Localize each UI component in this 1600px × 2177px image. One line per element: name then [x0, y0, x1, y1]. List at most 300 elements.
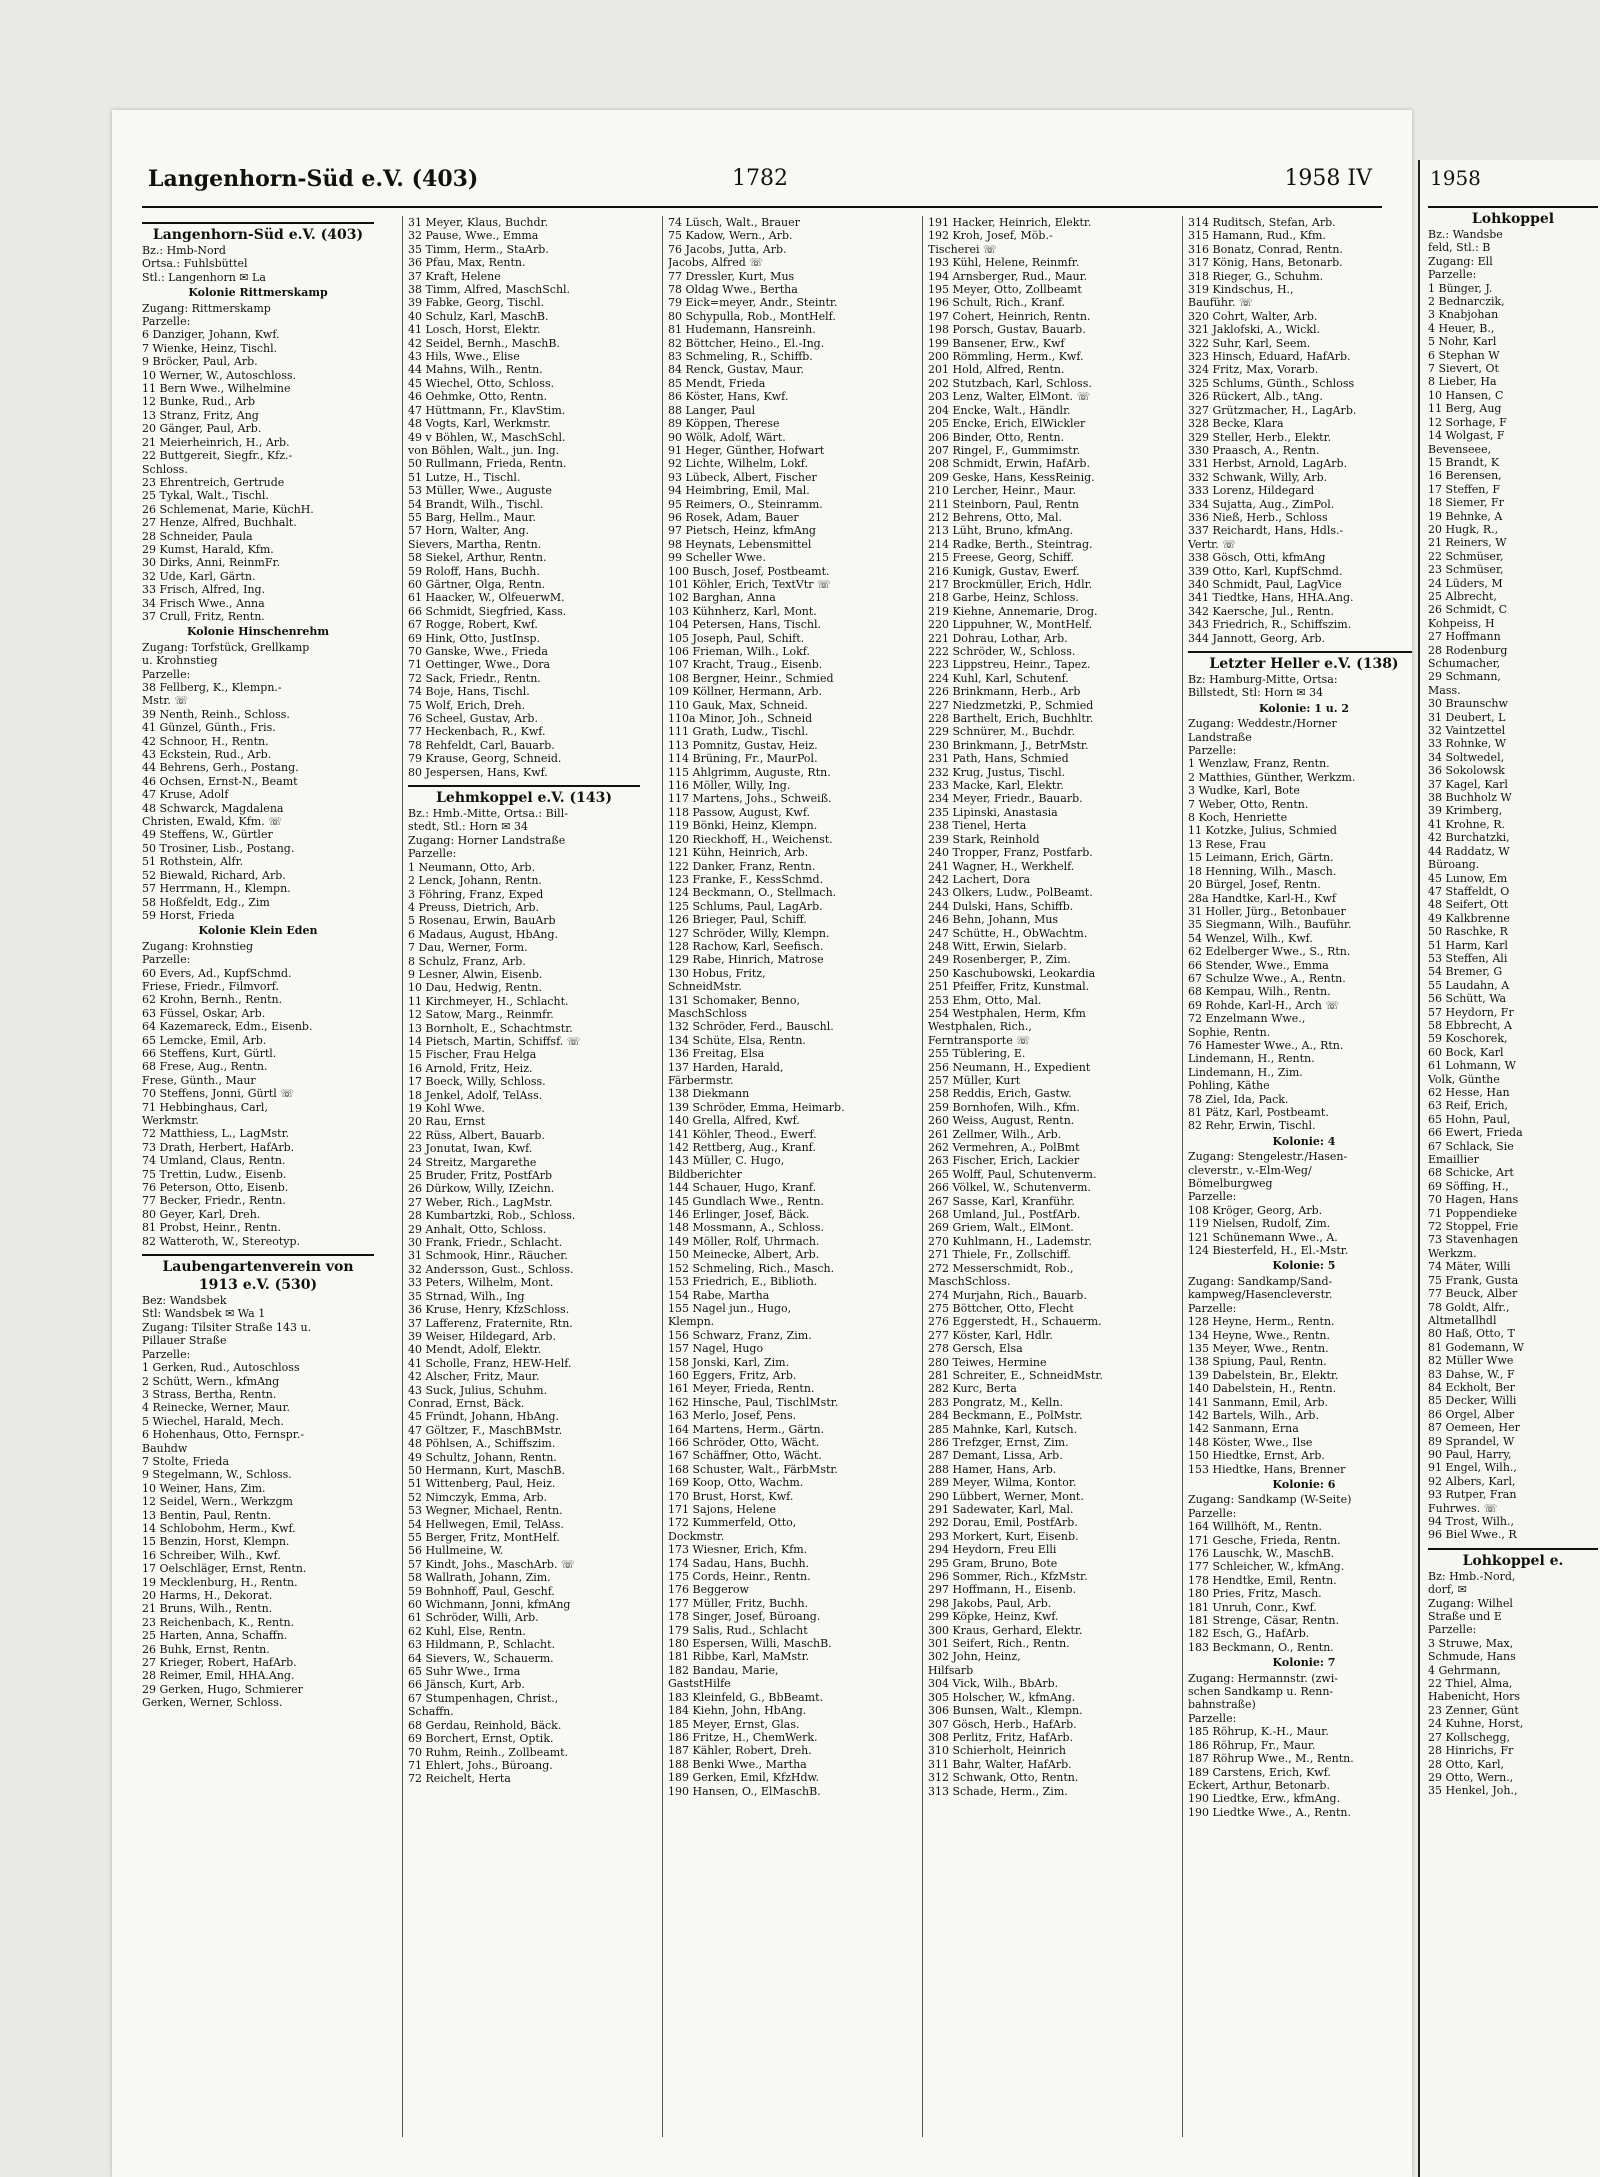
directory-entry: 45 Lunow, Em	[1428, 871, 1508, 885]
directory-entry: 222 Schröder, W., Schloss.	[928, 645, 1076, 658]
directory-entry: 59 Bohnhoff, Paul, Geschf.	[408, 1584, 555, 1598]
colony-heading: Kolonie: 5	[1272, 1259, 1336, 1273]
directory-entry: 1 Bünger, J.	[1428, 281, 1493, 295]
directory-entry: 75 Wolf, Erich, Dreh.	[408, 698, 526, 712]
directory-entry: 135 Meyer, Wwe., Rentn.	[1188, 1341, 1329, 1355]
directory-entry: 40 Mendt, Adolf, Elektr.	[408, 1343, 542, 1357]
directory-entry: 53 Steffen, Ali	[1428, 951, 1508, 965]
directory-entry: 134 Schüte, Elsa, Rentn.	[668, 1033, 806, 1047]
directory-entry: 187 Röhrup Wwe., M., Rentn.	[1188, 1752, 1354, 1766]
directory-entry: Zugang: Ell	[1428, 254, 1493, 268]
directory-entry: dorf, ✉	[1428, 1583, 1467, 1597]
directory-entry: 74 Umland, Claus, Rentn.	[142, 1154, 286, 1168]
directory-entry: 70 Ganske, Wwe., Frieda	[408, 645, 548, 658]
directory-entry: 10 Dau, Hedwig, Rentn.	[408, 981, 542, 995]
directory-entry: 142 Sanmann, Erna	[1188, 1422, 1299, 1436]
directory-entry: Zugang: Krohnstieg	[142, 939, 254, 953]
directory-entry: 302 John, Heinz,	[928, 1650, 1021, 1664]
directory-entry: 24 Streitz, Margarethe	[408, 1155, 537, 1169]
directory-entry: 87 Oemeen, Her	[1428, 1421, 1520, 1435]
directory-entry: 190 Liedtke, Erw., kfmAng.	[1188, 1792, 1341, 1806]
directory-entry: 291 Sadewater, Karl, Mal.	[928, 1503, 1074, 1516]
directory-entry: 25 Tykal, Walt., Tischl.	[142, 489, 269, 503]
directory-entry: 86 Köster, Hans, Kwf.	[668, 390, 789, 404]
directory-entry: 48 Seifert, Ott	[1428, 898, 1509, 912]
directory-entry: 251 Pfeiffer, Fritz, Kunstmal.	[928, 980, 1090, 994]
directory-entry: 179 Salis, Rud., Schlacht	[668, 1623, 808, 1637]
directory-entry: 58 Siekel, Arthur, Rentn.	[408, 551, 547, 565]
directory-entry: 30 Dirks, Anni, ReinmFr.	[142, 556, 281, 570]
directory-entry: 75 Kadow, Wern., Arb.	[668, 229, 793, 243]
directory-entry: 28 Rodenburg	[1428, 643, 1508, 657]
directory-entry: 10 Werner, W., Autoschloss.	[142, 368, 297, 382]
directory-entry: 62 Edelberger Wwe., S., Rtn.	[1188, 945, 1351, 959]
directory-entry: 250 Kaschubowski, Leokardia	[928, 966, 1096, 980]
directory-entry: 25 Bruder, Fritz, PostfArb	[408, 1169, 553, 1183]
directory-entry: 3 Föhring, Franz, Exped	[408, 887, 544, 901]
directory-entry: 24 Kuhne, Horst,	[1428, 1717, 1524, 1731]
directory-entry: 77 Dressler, Kurt, Mus	[668, 269, 795, 283]
directory-entry: 170 Brust, Horst, Kwf.	[668, 1489, 794, 1503]
adjacent-page-column	[1428, 200, 1598, 1798]
directory-entry: 73 Stavenhagen	[1428, 1233, 1519, 1247]
directory-entry: 19 Behnke, A	[1428, 509, 1503, 523]
directory-entry: Parzelle:	[1188, 1711, 1237, 1725]
directory-entry: 31 Holler, Jürg., Betonbauer	[1188, 904, 1346, 918]
directory-entry: 109 Köllner, Hermann, Arb.	[668, 685, 822, 699]
directory-entry: 88 Langer, Paul	[668, 403, 756, 417]
directory-entry: 171 Sajons, Helene	[668, 1503, 777, 1516]
directory-entry: 81 Probst, Heinr., Rentn.	[142, 1221, 281, 1235]
directory-entry: 66 Ewert, Frieda	[1428, 1126, 1523, 1140]
directory-entry: 269 Griem, Walt., ElMont.	[928, 1221, 1074, 1235]
directory-entry: 248 Witt, Erwin, Sielarb.	[928, 939, 1067, 953]
directory-entry: 7 Wienke, Heinz, Tischl.	[142, 341, 278, 355]
directory-entry: 10 Weiner, Hans, Zim.	[142, 1481, 266, 1495]
directory-entry: 177 Müller, Fritz, Buchh.	[668, 1596, 809, 1610]
directory-entry: 176 Lauschk, W., MaschB.	[1188, 1547, 1335, 1560]
directory-entry: 26 Buhk, Ernst, Rentn.	[142, 1642, 270, 1656]
directory-entry: 298 Jakobs, Paul, Arb.	[928, 1596, 1052, 1610]
directory-entry: 228 Barthelt, Erich, Buchhltr.	[928, 712, 1094, 726]
directory-entry: 52 Nimczyk, Emma, Arb.	[408, 1490, 548, 1504]
directory-entry: 290 Lübbert, Werner, Mont.	[928, 1489, 1084, 1503]
directory-entry: 51 Rothstein, Alfr.	[142, 855, 244, 869]
directory-entry: 180 Pries, Fritz, Masch.	[1188, 1587, 1322, 1601]
directory-entry: 127 Schröder, Willy, Klempn.	[668, 926, 830, 940]
directory-entry: 320 Cohrt, Walter, Arb.	[1188, 309, 1318, 323]
directory-entry: 76 Scheel, Gustav, Arb.	[408, 712, 538, 726]
directory-entry: 288 Hamer, Hans, Arb.	[928, 1462, 1057, 1476]
directory-entry: Christen, Ewald, Kfm. ☏	[142, 815, 282, 829]
directory-entry: 34 Frisch Wwe., Anna	[142, 596, 265, 610]
directory-entry: 64 Kazemareck, Edm., Eisenb.	[142, 1020, 313, 1034]
directory-entry: 227 Niedzmetzki, P., Schmied	[928, 698, 1094, 712]
directory-entry: Eckert, Arthur, Betonarb.	[1188, 1778, 1330, 1792]
directory-entry: 271 Thiele, Fr., Zollschiff.	[928, 1248, 1071, 1262]
directory-entry: 44 Behrens, Gerh., Postang.	[142, 761, 299, 775]
directory-entry: 13 Rese, Frau	[1188, 837, 1266, 851]
directory-entry: 46 Oehmke, Otto, Rentn.	[408, 390, 548, 404]
directory-entry: 326 Rückert, Alb., tAng.	[1188, 390, 1323, 404]
directory-entry: 110 Gauk, Max, Schneid.	[668, 698, 809, 712]
directory-entry: 186 Fritze, H., ChemWerk.	[668, 1730, 818, 1744]
directory-page	[112, 110, 1412, 2177]
directory-entry: Zugang: Sandkamp (W-Seite)	[1188, 1493, 1352, 1507]
directory-entry: 12 Sorhage, F	[1428, 415, 1507, 429]
directory-entry: 15 Brandt, K	[1428, 455, 1500, 469]
directory-entry: 66 Schmidt, Siegfried, Kass.	[408, 604, 567, 618]
directory-entry: 54 Bremer, G	[1428, 965, 1503, 979]
directory-entry: 321 Jaklofski, A., Wickl.	[1188, 323, 1321, 337]
directory-entry: 107 Kracht, Traug., Eisenb.	[668, 658, 823, 672]
directory-entry: 72 Reichelt, Herta	[408, 1772, 511, 1786]
directory-entry: MaschSchloss	[668, 1006, 747, 1020]
directory-entry: 60 Bock, Karl	[1428, 1045, 1504, 1059]
directory-entry: 43 Hils, Wwe., Elise	[408, 350, 520, 364]
colony-heading: Kolonie Hinschenrehm	[186, 625, 330, 639]
directory-entry: 67 Schulze Wwe., A., Rentn.	[1188, 971, 1346, 985]
directory-entry: 74 Lüsch, Walt., Brauer	[668, 216, 800, 229]
directory-entry: 201 Hold, Alfred, Rentn.	[928, 363, 1065, 377]
directory-entry: 124 Biesterfeld, H., El.-Mstr.	[1188, 1244, 1349, 1258]
directory-entry: 29 Gerken, Hugo, Schmierer	[142, 1682, 303, 1696]
directory-entry: 235 Lipinski, Anastasia	[928, 805, 1058, 819]
directory-entry: 104 Petersen, Hans, Tischl.	[668, 618, 821, 632]
directory-entry: 212 Behrens, Otto, Mal.	[928, 510, 1062, 524]
directory-entry: 13 Bentin, Paul, Rentn.	[142, 1508, 272, 1522]
directory-entry: 29 Otto, Wern.,	[1428, 1770, 1514, 1784]
directory-entry: 108 Kröger, Georg, Arb.	[1188, 1203, 1323, 1217]
directory-entry: Habenicht, Hors	[1428, 1690, 1521, 1704]
directory-entry: 6 Stephan W	[1428, 348, 1500, 362]
directory-entry: 31 Meyer, Klaus, Buchdr.	[408, 216, 549, 229]
directory-entry: 281 Schreiter, E., SchneidMstr.	[928, 1368, 1103, 1382]
directory-entry: 92 Lichte, Wilhelm, Lokf.	[668, 457, 808, 471]
directory-entry: 214 Radke, Berth., Steintrag.	[928, 537, 1093, 551]
directory-entry: 146 Erlinger, Josef, Bäck.	[668, 1208, 810, 1222]
directory-entry: 312 Schwank, Otto, Rentn.	[928, 1771, 1079, 1785]
directory-entry: Jacobs, Alfred ☏	[668, 256, 764, 270]
directory-entry: 120 Rieckhoff, H., Weichenst.	[668, 832, 833, 846]
directory-entry: 28 Otto, Karl,	[1428, 1757, 1505, 1771]
directory-entry: 278 Gersch, Elsa	[928, 1342, 1023, 1356]
directory-entry: 55 Laudahn, A	[1428, 978, 1510, 992]
directory-entry: 342 Kaersche, Jul., Rentn.	[1188, 604, 1334, 618]
directory-entry: 91 Engel, Wilh.,	[1428, 1461, 1517, 1475]
directory-entry: 71 Hebbinghaus, Carl,	[142, 1100, 268, 1114]
directory-entry: 18 Henning, Wilh., Masch.	[1188, 864, 1337, 878]
directory-entry: 300 Kraus, Gerhard, Elektr.	[928, 1623, 1083, 1637]
directory-entry: Altmetallhdl	[1428, 1313, 1497, 1327]
directory-entry: 58 Wallrath, Johann, Zim.	[408, 1571, 551, 1585]
directory-entry: 6 Madaus, August, HbAng.	[408, 927, 559, 941]
directory-entry: 232 Krug, Justus, Tischl.	[928, 765, 1066, 779]
directory-entry: 331 Herbst, Arnold, LagArb.	[1188, 457, 1348, 471]
directory-entry: Ortsa.: Fuhlsbüttel	[142, 257, 248, 271]
directory-entry: 23 Reichenbach, K., Rentn.	[142, 1615, 295, 1629]
directory-entry: 216 Kunigk, Gustav, Ewerf.	[928, 564, 1080, 578]
directory-entry: 7 Stolte, Frieda	[142, 1454, 230, 1468]
directory-entry: 36 Sokolowsk	[1428, 764, 1505, 778]
colony-heading: Kolonie: 7	[1272, 1656, 1336, 1670]
directory-entry: 191 Hacker, Heinrich, Elektr.	[928, 216, 1092, 229]
directory-entry: 90 Wölk, Adolf, Wärt.	[668, 430, 786, 444]
directory-entry: 26 Dürkow, Willy, IZeichn.	[408, 1182, 555, 1196]
directory-entry: 267 Sasse, Karl, Kranführ.	[928, 1194, 1075, 1208]
directory-entry: 304 Vick, Wilh., BbArb.	[928, 1677, 1059, 1691]
directory-entry: 9 Bröcker, Paul, Arb.	[142, 355, 258, 369]
directory-entry: Stl.: Langenhorn ✉ La	[142, 270, 266, 284]
directory-entry: 53 Müller, Wwe., Auguste	[408, 484, 552, 498]
directory-entry: 142 Bartels, Wilh., Arb.	[1188, 1408, 1319, 1422]
directory-entry: 71 Oettinger, Wwe., Dora	[408, 658, 551, 672]
directory-entry: 169 Koop, Otto, Wachm.	[668, 1476, 804, 1490]
directory-entry: Frese, Günth., Maur	[142, 1073, 256, 1087]
directory-entry: Werkmstr.	[142, 1114, 199, 1127]
directory-entry: 258 Reddis, Erich, Gastw.	[928, 1087, 1072, 1101]
directory-entry: 344 Jannott, Georg, Arb.	[1188, 631, 1326, 645]
directory-entry: 13 Bornholt, E., Schachtmstr.	[408, 1021, 573, 1035]
directory-entry: 57 Herrmann, H., Klempn.	[142, 882, 291, 896]
directory-entry: 125 Schlums, Paul, LagArb.	[668, 899, 823, 913]
directory-entry: 27 Hoffmann	[1428, 630, 1501, 644]
directory-entry: 26 Schlemenat, Marie, KüchH.	[142, 502, 314, 516]
directory-entry: 189 Carstens, Erich, Kwf.	[1188, 1765, 1331, 1779]
directory-entry: 15 Benzin, Horst, Klempn.	[142, 1535, 290, 1549]
directory-entry: 81 Pätz, Karl, Postbeamt.	[1188, 1106, 1329, 1119]
directory-entry: 178 Hendtke, Emil, Rentn.	[1188, 1573, 1337, 1587]
directory-entry: 54 Hellwegen, Emil, TelAss.	[408, 1517, 564, 1531]
directory-entry: Parzelle:	[1188, 1190, 1237, 1204]
directory-entry: 223 Lippstreu, Heinr., Tapez.	[928, 658, 1091, 672]
directory-entry: 11 Kirchmeyer, H., Schlacht.	[408, 994, 569, 1008]
directory-entry: 231 Path, Hans, Schmied	[928, 752, 1069, 766]
year-volume: 1958 IV	[1284, 166, 1372, 191]
directory-entry: 1 Wenzlaw, Franz, Rentn.	[1188, 757, 1330, 771]
directory-entry: 6 Hohenhaus, Otto, Fernspr.-	[142, 1428, 305, 1442]
directory-entry: 243 Olkers, Ludw., PolBeamt.	[928, 886, 1093, 900]
directory-entry: Pohling, Käthe	[1188, 1079, 1270, 1093]
directory-entry: Zugang: Sandkamp/Sand-	[1188, 1274, 1333, 1288]
directory-entry: 82 Watteroth, W., Stereotyp.	[142, 1234, 301, 1248]
directory-entry: 17 Steffen, F	[1428, 482, 1500, 496]
directory-entry: 16 Schreiber, Wilh., Kwf.	[142, 1548, 281, 1562]
directory-entry: 86 Orgel, Alber	[1428, 1407, 1515, 1421]
directory-entry: 69 Borchert, Ernst, Optik.	[408, 1732, 554, 1746]
directory-entry: 66 Jänsch, Kurt, Arb.	[408, 1678, 525, 1692]
directory-entry: 10 Hansen, C	[1428, 388, 1504, 402]
directory-entry: stedt, Stl.: Horn ✉ 34	[408, 820, 528, 834]
directory-entry: 31 Schmook, Hinr., Räucher.	[408, 1249, 568, 1263]
directory-entry: 161 Meyer, Frieda, Rentn.	[668, 1382, 815, 1396]
directory-entry: Bildberichter	[668, 1167, 742, 1181]
directory-entry: 21 Bruns, Wilh., Rentn.	[142, 1602, 273, 1616]
directory-entry: 130 Hobus, Fritz,	[668, 966, 766, 980]
directory-entry: 138 Spiung, Paul, Rentn.	[1188, 1355, 1327, 1369]
directory-entry: 207 Ringel, F., Gummimstr.	[928, 443, 1081, 457]
directory-entry: 28 Hinrichs, Fr	[1428, 1744, 1514, 1758]
directory-entry: u. Krohnstieg	[142, 654, 218, 668]
directory-entry: 131 Schomaker, Benno,	[668, 993, 800, 1007]
directory-entry: 190 Hansen, O., ElMaschB.	[668, 1784, 821, 1798]
directory-entry: 45 Wiechel, Otto, Schloss.	[408, 376, 555, 390]
directory-entry: Parzelle:	[142, 1347, 191, 1361]
directory-entry: 184 Kiehn, John, HbAng.	[668, 1704, 807, 1718]
directory-entry: 60 Evers, Ad., KupfSchmd.	[142, 966, 292, 980]
directory-entry: 96 Rosek, Adam, Bauer	[668, 510, 799, 524]
directory-entry: 59 Roloff, Hans, Buchh.	[408, 564, 540, 578]
directory-entry: 20 Gänger, Paul, Arb.	[142, 422, 262, 436]
directory-entry: 53 Wegner, Michael, Rentn.	[408, 1504, 563, 1518]
directory-entry: 198 Porsch, Gustav, Bauarb.	[928, 323, 1086, 337]
directory-entry: Hilfsarb	[928, 1663, 974, 1677]
directory-entry: 177 Schleicher, W., kfmAng.	[1188, 1560, 1345, 1574]
directory-entry: 80 Schypulla, Rob., MontHelf.	[668, 309, 836, 323]
directory-entry: 139 Dabelstein, Br., Elektr.	[1188, 1368, 1339, 1382]
directory-entry: 175 Cords, Heinr., Rentn.	[668, 1570, 811, 1584]
directory-entry: 185 Meyer, Ernst, Glas.	[668, 1717, 800, 1731]
directory-entry: 24 Lüders, M	[1428, 576, 1503, 590]
directory-entry: 42 Schnoor, H., Rentn.	[142, 734, 269, 748]
directory-entry: Bz.: Wandsbe	[1428, 228, 1503, 241]
directory-entry: kampweg/Hasencleverstr.	[1188, 1288, 1333, 1302]
directory-entry: 41 Losch, Horst, Elektr.	[408, 323, 541, 337]
directory-entry: 64 Sievers, W., Schauerm.	[408, 1651, 554, 1665]
directory-entry: 81 Hudemann, Hansreinh.	[668, 323, 816, 337]
directory-entry: 240 Tropper, Franz, Postfarb.	[928, 846, 1093, 860]
directory-entry: 230 Brinkmann, J., BetrMstr.	[928, 738, 1089, 752]
directory-entry: 154 Rabe, Martha	[668, 1288, 770, 1302]
directory-entry: MaschSchloss.	[928, 1275, 1011, 1289]
directory-entry: 1 Neumann, Otto, Arb.	[408, 860, 536, 874]
directory-entry: 59 Horst, Frieda	[142, 908, 235, 922]
directory-entry: 91 Heger, Günther, Hofwart	[668, 443, 825, 457]
directory-entry: 14 Wolgast, F	[1428, 429, 1505, 443]
directory-entry: Schloss.	[142, 462, 188, 476]
directory-entry: 50 Raschke, R	[1428, 925, 1508, 939]
directory-entry: 270 Kuhlmann, H., Lademstr.	[928, 1234, 1092, 1248]
directory-entry: Bz: Hmb.-Nord,	[1428, 1569, 1516, 1583]
directory-entry: 83 Schmeling, R., Schiffb.	[668, 350, 813, 364]
directory-entry: 323 Hinsch, Eduard, HafArb.	[1188, 350, 1351, 364]
directory-entry: 44 Raddatz, W	[1428, 844, 1510, 858]
directory-entry: 65 Suhr Wwe., Irma	[408, 1665, 521, 1679]
directory-entry: 29 Anhalt, Otto, Schloss.	[408, 1222, 547, 1236]
directory-entry: Pillauer Straße	[142, 1334, 227, 1348]
directory-entry: 208 Schmidt, Erwin, HafArb.	[928, 457, 1090, 471]
directory-entry: 200 Römmling, Herm., Kwf.	[928, 350, 1084, 364]
directory-entry: 67 Schlack, Sie	[1428, 1139, 1514, 1153]
column-divider	[402, 216, 403, 2137]
directory-entry: 166 Schröder, Otto, Wächt.	[668, 1435, 820, 1449]
directory-entry: 256 Neumann, H., Expedient	[928, 1060, 1091, 1074]
directory-entry: Zugang: Tilsiter Straße 143 u.	[142, 1320, 312, 1334]
directory-entry: 30 Braunschw	[1428, 697, 1508, 711]
directory-entry: 8 Lieber, Ha	[1428, 375, 1497, 389]
directory-entry: 78 Rehfeldt, Carl, Bauarb.	[408, 738, 555, 752]
directory-entry: 78 Oldag Wwe., Bertha	[668, 283, 798, 297]
directory-entry: 128 Rachow, Karl, Seefisch.	[668, 939, 824, 953]
directory-entry: 164 Martens, Herm., Gärtn.	[668, 1422, 825, 1436]
directory-entry: 43 Suck, Julius, Schuhm.	[408, 1383, 548, 1397]
directory-entry: 244 Dulski, Hans, Schiffb.	[928, 899, 1074, 913]
directory-entry: 72 Sack, Friedr., Rentn.	[408, 671, 541, 685]
association-heading: Lohkoppel e.	[1428, 1548, 1598, 1570]
directory-entry: 330 Praasch, A., Rentn.	[1188, 443, 1320, 457]
directory-entry: 119 Bönki, Heinz, Klempn.	[668, 819, 818, 833]
directory-entry: 22 Schmüser,	[1428, 549, 1504, 563]
directory-entry: Emaillier	[1428, 1153, 1479, 1167]
directory-entry: 80 Geyer, Karl, Dreh.	[142, 1207, 261, 1221]
adjacent-page-year: 1958	[1430, 166, 1481, 190]
directory-entry: 47 Staffeldt, O	[1428, 884, 1510, 898]
directory-entry: 35 Timm, Herm., StaArb.	[408, 242, 549, 256]
directory-entry: 341 Tiedtke, Hans, HHA.Ang.	[1188, 591, 1354, 605]
directory-entry: 308 Perlitz, Fritz, HafArb.	[928, 1730, 1073, 1744]
directory-entry: 68 Gerdau, Reinhold, Bäck.	[408, 1718, 562, 1732]
directory-entry: Gerken, Werner, Schloss.	[142, 1696, 283, 1710]
association-heading: Langenhorn-Süd e.V. (403)	[142, 222, 374, 244]
directory-entry: 25 Albrecht,	[1428, 589, 1497, 603]
directory-entry: 58 Ebbrecht, A	[1428, 1018, 1512, 1032]
directory-entry: 9 Stegelmann, W., Schloss.	[142, 1468, 292, 1482]
directory-entry: 119 Nielsen, Rudolf, Zim.	[1188, 1217, 1331, 1231]
directory-entry: 72 Stoppel, Frie	[1428, 1220, 1519, 1234]
directory-entry: 195 Meyer, Otto, Zollbeamt	[928, 283, 1082, 297]
directory-entry: Zugang: Stengelestr./Hasen-	[1188, 1150, 1348, 1164]
directory-entry: 27 Henze, Alfred, Buchhalt.	[142, 516, 297, 530]
directory-entry: 204 Encke, Walt., Händlr.	[928, 403, 1071, 417]
directory-entry: 143 Müller, C. Hugo,	[668, 1154, 785, 1168]
directory-entry: 142 Rettberg, Aug., Kranf.	[668, 1141, 816, 1155]
directory-entry: 283 Pongratz, M., Kelln.	[928, 1395, 1064, 1409]
directory-entry: 44 Mahns, Wilh., Rentn.	[408, 363, 543, 377]
directory-entry: Mstr. ☏	[142, 694, 189, 708]
directory-entry: Zugang: Torfstück, Grellkamp	[142, 640, 310, 654]
directory-entry: Zugang: Hermannstr. (zwi-	[1188, 1671, 1339, 1685]
directory-entry: Zugang: Rittmerskamp	[142, 301, 271, 315]
directory-entry: 80 Jespersen, Hans, Kwf.	[408, 765, 548, 779]
directory-entry: Zugang: Weddestr./Horner	[1188, 717, 1337, 731]
directory-entry: 46 Ochsen, Ernst-N., Beamt	[142, 774, 298, 788]
directory-entry: GaststHilfe	[668, 1677, 731, 1691]
directory-entry: 50 Hermann, Kurt, MaschB.	[408, 1463, 566, 1477]
page-number: 1782	[732, 166, 788, 191]
directory-entry: 4 Heuer, B.,	[1428, 321, 1495, 335]
directory-entry: 78 Goldt, Alfr.,	[1428, 1300, 1510, 1314]
directory-entry: 317 König, Hans, Betonarb.	[1188, 256, 1343, 270]
directory-entry: 259 Bornhofen, Wilh., Kfm.	[928, 1100, 1080, 1114]
directory-entry: 148 Köster, Wwe., Ilse	[1188, 1435, 1313, 1449]
directory-entry: 77 Beuck, Alber	[1428, 1287, 1518, 1301]
directory-entry: 124 Beckmann, O., Stellmach.	[668, 886, 837, 900]
directory-entry: 79 Krause, Georg, Schneid.	[408, 752, 562, 766]
directory-entry: 63 Füssel, Oskar, Arb.	[142, 1006, 266, 1020]
directory-entry: Fuhrwes. ☏	[1428, 1501, 1498, 1515]
directory-entry: 84 Renck, Gustav, Maur.	[668, 363, 805, 377]
directory-entry: 35 Strnad, Wilh., Ing	[408, 1289, 525, 1303]
directory-entry: 160 Eggers, Fritz, Arb.	[668, 1368, 797, 1382]
directory-entry: 61 Haacker, W., OlfeuerwM.	[408, 591, 565, 605]
directory-entry: 62 Hesse, Han	[1428, 1086, 1510, 1099]
directory-entry: 11 Berg, Aug	[1428, 402, 1502, 416]
directory-entry: 5 Nohr, Karl	[1428, 335, 1497, 349]
directory-entry: 63 Hildmann, P., Schlacht.	[408, 1638, 555, 1652]
directory-entry: 171 Gesche, Frieda, Rentn.	[1188, 1533, 1341, 1547]
directory-entry: 81 Godemann, W	[1428, 1340, 1524, 1354]
directory-entry: 310 Schierholt, Heinrich	[928, 1744, 1066, 1758]
